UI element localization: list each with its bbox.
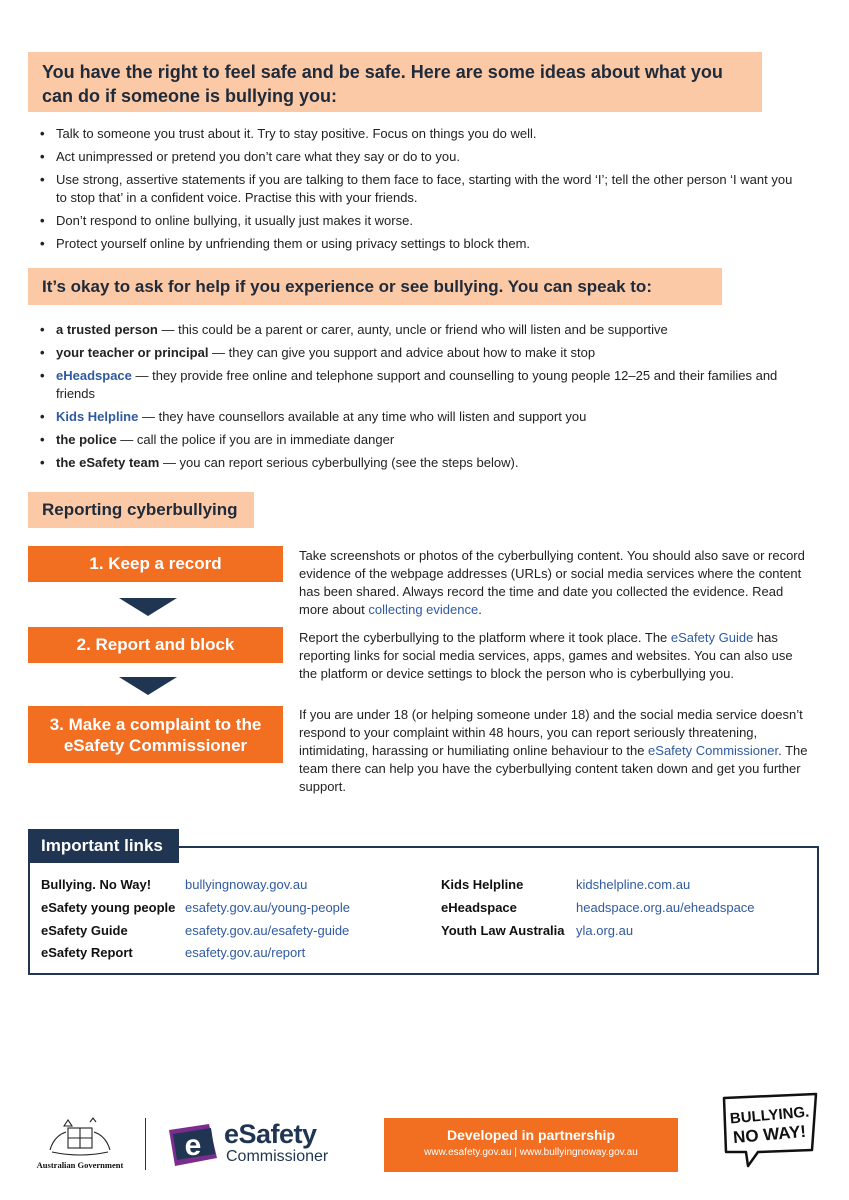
partner-title: Developed in partnership bbox=[446, 1127, 616, 1143]
link-url[interactable]: yla.org.au bbox=[576, 923, 634, 938]
link-row bbox=[576, 876, 690, 894]
link-row bbox=[185, 922, 349, 940]
step-keep-record: 1. Keep a record bbox=[28, 546, 283, 582]
help-heading: It’s okay to ask for help if you experience or see bullying. You can speak to: bbox=[28, 268, 722, 305]
help-text: — this could be a parent or carer, aunty, uncle or friend who will listen and be supportive bbox=[157, 322, 668, 337]
step-description bbox=[299, 547, 809, 619]
link-row bbox=[441, 899, 517, 917]
link-url[interactable]: bullyingnoway.gov.au bbox=[185, 877, 308, 892]
help-term-link[interactable]: eHeadspace bbox=[56, 368, 132, 383]
link-url[interactable]: headspace.org.au/eheadspace bbox=[576, 900, 755, 915]
link-name: eHeadspace bbox=[441, 900, 517, 915]
footer-divider bbox=[145, 1118, 146, 1170]
down-arrow-icon bbox=[119, 598, 177, 616]
help-term-link[interactable]: Kids Helpline bbox=[56, 409, 139, 424]
link-row bbox=[41, 876, 151, 894]
list-item bbox=[40, 321, 800, 339]
bullying-no-way-logo bbox=[718, 1090, 822, 1170]
help-text: — they provide free online and telephone support and counselling to young people 12–25 and their families and friends bbox=[56, 368, 778, 401]
partnership-banner bbox=[384, 1118, 678, 1172]
reporting-heading: Reporting cyberbullying bbox=[28, 492, 254, 528]
step-description bbox=[299, 706, 809, 796]
help-text: — call the police if you are in immediate danger bbox=[116, 432, 395, 447]
link-row bbox=[185, 899, 350, 917]
list-item: • Use strong, assertive statements if you are talking to them face to face, starting with the word ‘I’; tell the other person ‘I want you to stop that’ in a confident voice. Practise this with your friends. bbox=[40, 171, 800, 207]
link-name: Youth Law Australia bbox=[441, 923, 565, 938]
list-item: • Talk to someone you trust about it. Try to stay positive. Focus on things you do well. bbox=[40, 125, 800, 143]
esafety-subtitle: Commissioner bbox=[226, 1148, 329, 1165]
help-term: the police bbox=[56, 432, 117, 447]
desc-text: has reporting links for social media services, apps, games and websites. You can also use the platform or device settings to block the person who is cyberbullying you. bbox=[299, 630, 793, 681]
svg-text:BULLYING.: BULLYING. bbox=[729, 1103, 810, 1128]
help-text: — they have counsellors available at any time who will listen and support you bbox=[138, 409, 587, 424]
link-url[interactable]: esafety.gov.au/young-people bbox=[185, 900, 351, 915]
link-name: eSafety Guide bbox=[41, 923, 128, 938]
link-url[interactable]: esafety.gov.au/report bbox=[185, 945, 306, 960]
tips-list bbox=[40, 125, 800, 258]
list-item bbox=[40, 454, 800, 472]
help-text: — you can report serious cyberbullying (see the steps below). bbox=[159, 455, 519, 470]
step-report-block: 2. Report and block bbox=[28, 627, 283, 663]
esafety-title: eSafety bbox=[224, 1119, 317, 1149]
down-arrow-icon bbox=[119, 677, 177, 695]
desc-text: Take screenshots or photos of the cyberbullying content. You should also save or record evidence of the webpage addresses (URLs) or social media services where the content has been shared. Always record the time and date you collected the evidence. Read more about bbox=[299, 548, 805, 617]
rights-heading: You have the right to feel safe and be safe. Here are some ideas about what you can do if someone is bullying you: bbox=[28, 52, 762, 112]
help-list bbox=[40, 321, 800, 477]
desc-text: . The team there can help you have the cyberbullying content taken down and get you further support. bbox=[299, 743, 808, 794]
link-name: eSafety Report bbox=[41, 945, 133, 960]
link-name: Bullying. No Way! bbox=[41, 877, 152, 892]
list-item bbox=[40, 367, 800, 403]
link-row bbox=[41, 899, 175, 917]
list-item: • Protect yourself online by unfriending them or using privacy settings to block them. bbox=[40, 235, 800, 253]
svg-text:NO WAY!: NO WAY! bbox=[732, 1121, 807, 1148]
help-text: — they can give you support and advice about how to make it stop bbox=[208, 345, 596, 360]
collecting-evidence-link[interactable]: collecting evidence bbox=[368, 602, 479, 617]
step-make-complaint: 3. Make a complaint to the eSafety Commissioner bbox=[28, 706, 283, 763]
esafety-commissioner-link[interactable]: eSafety Commissioner bbox=[648, 743, 779, 758]
link-row bbox=[185, 944, 305, 962]
link-row bbox=[185, 876, 307, 894]
link-row bbox=[41, 922, 128, 940]
link-row bbox=[576, 899, 755, 917]
desc-text: If you are under 18 (or helping someone under 18) and the social media service doesn’t respond to your complaint within 48 hours, you can report seriously threatening, intimidating, harassing or humiliating online behaviour to the bbox=[299, 707, 803, 758]
link-url[interactable]: kidshelpline.com.au bbox=[576, 877, 691, 892]
list-item bbox=[40, 344, 800, 362]
link-name: eSafety young people bbox=[41, 900, 176, 915]
list-item bbox=[40, 408, 800, 426]
svg-text:e: e bbox=[184, 1129, 202, 1162]
australian-government-crest-logo bbox=[30, 1116, 130, 1172]
gov-label: Australian Government bbox=[36, 1160, 124, 1170]
link-row bbox=[441, 922, 565, 940]
help-term: a trusted person bbox=[56, 322, 158, 337]
list-item bbox=[40, 431, 800, 449]
list-item: • Don’t respond to online bullying, it usually just makes it worse. bbox=[40, 212, 800, 230]
help-term: your teacher or principal bbox=[56, 345, 209, 360]
help-term: the eSafety team bbox=[56, 455, 160, 470]
partner-urls: www.esafety.gov.au | www.bullyingnoway.gov.au bbox=[424, 1147, 638, 1158]
link-name: Kids Helpline bbox=[441, 877, 524, 892]
link-row bbox=[576, 922, 633, 940]
link-url[interactable]: esafety.gov.au/esafety-guide bbox=[185, 923, 350, 938]
list-item: • Act unimpressed or pretend you don’t care what they say or do to you. bbox=[40, 148, 800, 166]
link-row bbox=[41, 944, 133, 962]
step-description bbox=[299, 629, 809, 683]
important-links-title: Important links bbox=[28, 829, 179, 863]
desc-text: Report the cyberbullying to the platform where it took place. The bbox=[299, 630, 671, 645]
desc-text: . bbox=[478, 602, 482, 617]
esafety-guide-link[interactable]: eSafety Guide bbox=[670, 630, 754, 645]
link-row bbox=[441, 876, 523, 894]
